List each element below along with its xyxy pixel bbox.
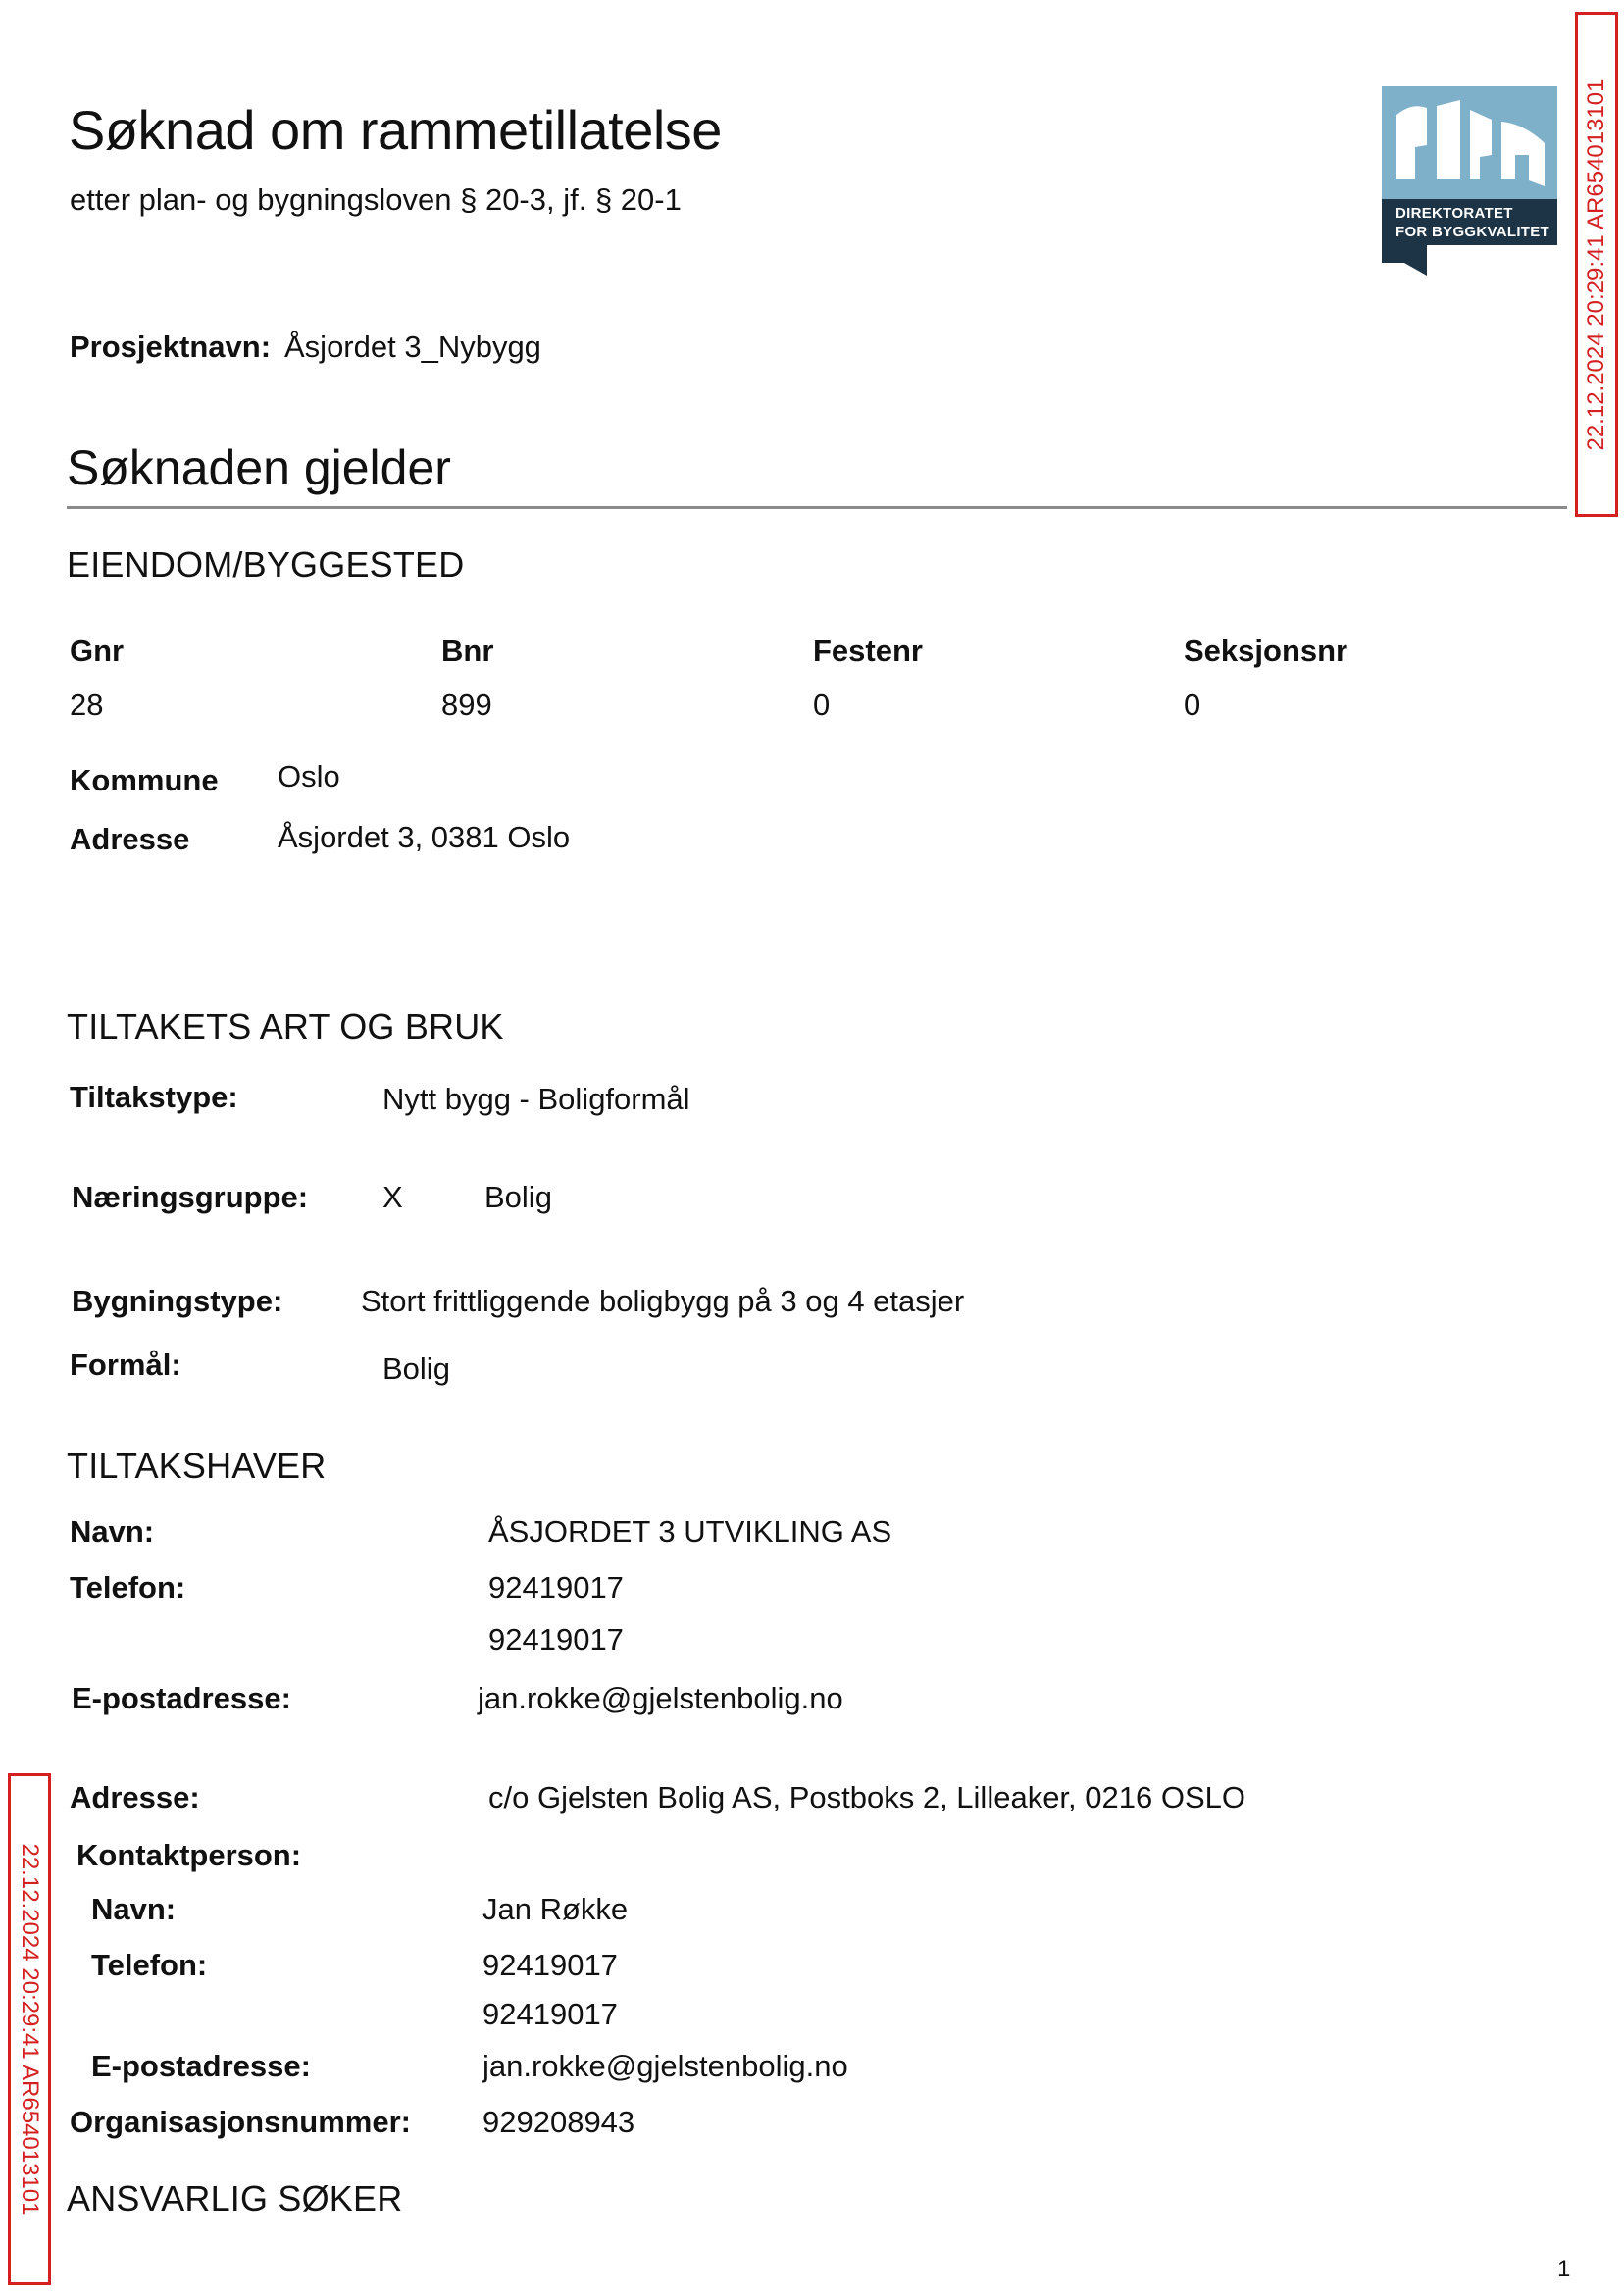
formal-value: Bolig — [382, 1351, 450, 1386]
logo-text-line1: DIREKTORATET — [1396, 205, 1513, 222]
festenr-value: 0 — [813, 688, 831, 722]
kontaktperson-label: Kontaktperson: — [76, 1838, 302, 1872]
orgnr-value: 929208943 — [482, 2105, 635, 2139]
page-title: Søknad om rammetillatelse — [69, 99, 722, 161]
logo-building-graphic — [1382, 86, 1557, 199]
kommune-value: Oslo — [278, 759, 340, 793]
bnr-value: 899 — [441, 688, 492, 722]
tiltakshaver-telefon-label: Telefon: — [70, 1570, 186, 1605]
kontakt-telefon-label: Telefon: — [91, 1948, 208, 1982]
kontakt-epost-label: E-postadresse: — [91, 2049, 311, 2083]
kommune-label: Kommune — [70, 763, 219, 797]
kontakt-navn-value: Jan Røkke — [482, 1892, 629, 1926]
adresse-value: Åsjordet 3, 0381 Oslo — [278, 820, 571, 854]
tiltakshaver-adresse-label: Adresse: — [70, 1780, 200, 1814]
logo-ribbon-icon — [1382, 245, 1427, 276]
naeringsgruppe-value: Bolig — [484, 1180, 552, 1214]
tiltakstype-label: Tiltakstype: — [70, 1080, 238, 1114]
kontakt-telefon-2: 92419017 — [482, 1997, 618, 2031]
page-number: 1 — [1557, 2256, 1571, 2282]
naeringsgruppe-code: X — [382, 1180, 403, 1214]
kontakt-telefon-1: 92419017 — [482, 1948, 618, 1982]
heading-tiltakets-art: TILTAKETS ART OG BRUK — [67, 1006, 504, 1046]
tiltakshaver-adresse-value: c/o Gjelsten Bolig AS, Postboks 2, Lilleaker, 0216 OSLO — [488, 1780, 1245, 1814]
timestamp-stamp-left — [8, 1773, 51, 2285]
festenr-label: Festenr — [813, 634, 923, 668]
kontakt-navn-label: Navn: — [91, 1892, 177, 1926]
logo-text-line2: FOR BYGGKVALITET — [1396, 224, 1550, 240]
orgnr-label: Organisasjonsnummer: — [70, 2105, 411, 2139]
kontakt-epost-value: jan.rokke@gjelstenbolig.no — [482, 2049, 848, 2083]
logo-text-band — [1382, 199, 1557, 245]
dibk-logo — [1382, 86, 1557, 276]
bygningstype-value: Stort frittliggende boligbygg på 3 og 4 etasjer — [361, 1284, 965, 1318]
adresse-label: Adresse — [70, 822, 190, 856]
tiltakshaver-epost-label: E-postadresse: — [72, 1681, 291, 1715]
formal-label: Formål: — [70, 1348, 181, 1382]
tiltakshaver-telefon-1: 92419017 — [488, 1570, 624, 1605]
heading-eiendom: EIENDOM/BYGGESTED — [67, 544, 465, 585]
project-name-label: Prosjektnavn: — [70, 330, 272, 364]
gnr-label: Gnr — [70, 634, 125, 668]
logo-building-icon — [1382, 86, 1557, 199]
bygningstype-label: Bygningstype: — [72, 1284, 283, 1318]
naeringsgruppe-label: Næringsgruppe: — [72, 1180, 309, 1214]
stamp-text-right: 22.12.2024 20:29:41 AR654013101 — [1583, 77, 1609, 451]
timestamp-stamp-right — [1575, 12, 1618, 517]
section-title-soknaden-gjelder: Søknaden gjelder — [67, 440, 451, 495]
tiltakshaver-navn-label: Navn: — [70, 1514, 155, 1549]
tiltakshaver-navn-value: ÅSJORDET 3 UTVIKLING AS — [488, 1514, 892, 1549]
tiltakshaver-epost-value: jan.rokke@gjelstenbolig.no — [478, 1681, 843, 1715]
seksjonsnr-label: Seksjonsnr — [1184, 634, 1348, 668]
heading-ansvarlig-soker: ANSVARLIG SØKER — [67, 2178, 403, 2218]
gnr-value: 28 — [70, 688, 104, 722]
page-subtitle: etter plan- og bygningsloven § 20-3, jf. § 20-1 — [70, 182, 682, 217]
project-name-value: Åsjordet 3_Nybygg — [284, 330, 541, 364]
section-divider — [67, 506, 1567, 509]
seksjonsnr-value: 0 — [1184, 688, 1201, 722]
stamp-text-left: 22.12.2024 20:29:41 AR654013101 — [17, 1843, 43, 2216]
bnr-label: Bnr — [441, 634, 494, 668]
tiltakstype-value: Nytt bygg - Boligformål — [382, 1082, 690, 1116]
tiltakshaver-telefon-2: 92419017 — [488, 1622, 624, 1657]
heading-tiltakshaver: TILTAKSHAVER — [67, 1446, 327, 1486]
